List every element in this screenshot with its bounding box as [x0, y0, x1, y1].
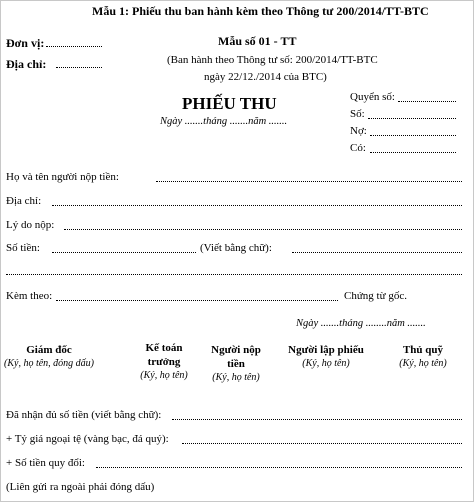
signature-chief-accountant-title: Kế toán trưởng: [145, 342, 183, 368]
issued-line-2: ngày 22/12./2014 của BTC): [204, 71, 327, 83]
signature-chief-accountant-note: (Ký, họ tên): [140, 370, 188, 381]
address-dots: [56, 67, 102, 68]
unit-dots: [46, 46, 102, 47]
address-field-dots: [52, 205, 462, 206]
signature-cashier-title: Thủ quỹ: [402, 344, 444, 356]
signature-cashier-note: (Ký, họ tên): [399, 358, 447, 369]
payer-name-dots: [156, 181, 462, 182]
amount-dots: [52, 252, 196, 253]
converted-amount-label: + Số tiền quy đổi:: [6, 457, 85, 469]
signature-payer-note: (Ký, họ tên): [212, 372, 260, 383]
address-field-label: Địa chỉ:: [6, 195, 42, 207]
signature-director-title: Giám đốc: [26, 344, 72, 356]
date-line-top: Ngày .......tháng .......năm .......: [160, 116, 288, 127]
fx-rate-dots: [182, 443, 462, 444]
amount-words-dots: [292, 252, 462, 253]
signature-preparer-note: (Ký, họ tên): [302, 358, 350, 369]
doc-title: Mẫu 1: Phiếu thu ban hành kèm theo Thông tư 200/2014/TT-BTC: [92, 4, 429, 18]
attached-dots: [56, 300, 338, 301]
book-no-label: Quyển số:: [350, 91, 395, 103]
signature-preparer: [278, 343, 374, 371]
signature-director: [4, 343, 94, 371]
signature-cashier: [378, 343, 468, 371]
payer-name-label: Họ và tên người nộp tiền:: [6, 171, 119, 183]
amount-words-continued-dots: [6, 274, 462, 275]
receipt-title: PHIẾU THU: [182, 94, 277, 113]
address-label: Địa chỉ:: [6, 57, 47, 71]
reason-dots: [64, 229, 462, 230]
reason-label: Lý do nộp:: [6, 219, 55, 231]
signature-payer-title: Người nộp tiền: [211, 344, 261, 370]
credit-label: Có:: [350, 142, 366, 154]
debit-label: Nợ:: [350, 125, 367, 137]
signature-director-note: (Ký, họ tên, đóng dấu): [4, 358, 94, 369]
amount-label: Số tiền:: [6, 242, 40, 254]
issued-line-1: (Ban hành theo Thông tư số: 200/2014/TT-BTC: [167, 54, 378, 66]
converted-amount-dots: [96, 467, 462, 468]
debit-dots: [370, 135, 456, 136]
date-line-sign: Ngày .......tháng ........năm .......: [296, 318, 426, 329]
attached-label: Kèm theo:: [6, 290, 53, 302]
number-label: Số:: [350, 108, 365, 120]
received-words-dots: [172, 419, 462, 420]
original-docs-label: Chứng từ gốc.: [344, 290, 407, 302]
received-words-label: Đã nhận đủ số tiền (viết bằng chữ):: [6, 409, 162, 421]
number-dots: [368, 118, 456, 119]
amount-words-label: (Viết bằng chữ):: [200, 242, 272, 254]
footer-note: (Liên gửi ra ngoài phải đóng dấu): [6, 481, 155, 493]
fx-rate-label: + Tỷ giá ngoại tệ (vàng bạc, đá quý):: [6, 433, 169, 445]
signature-payer: [198, 343, 274, 385]
signature-preparer-title: Người lập phiếu: [288, 344, 364, 356]
book-no-dots: [398, 101, 456, 102]
unit-label: Đơn vị:: [6, 36, 45, 50]
credit-dots: [370, 152, 456, 153]
form-code: Mẫu số 01 - TT: [218, 34, 297, 48]
